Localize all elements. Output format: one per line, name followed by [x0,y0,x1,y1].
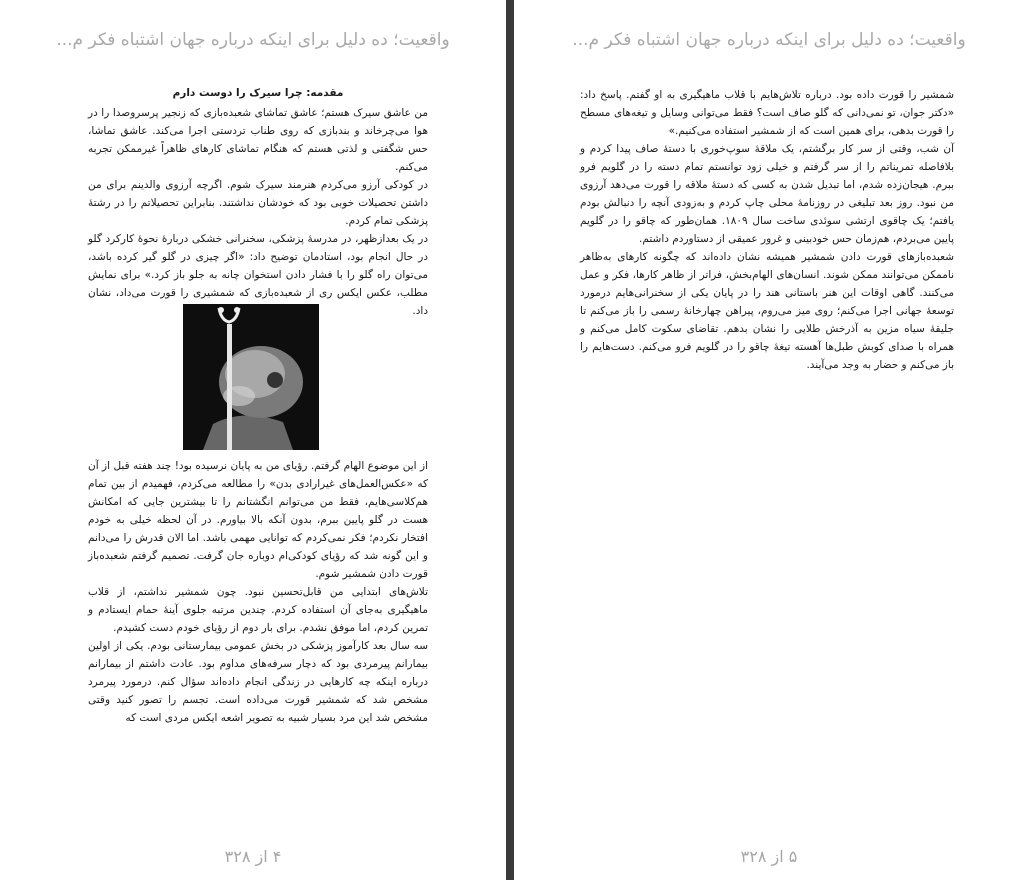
paragraph: سه سال بعد کارآموز پزشکی در بخش عمومی بیمارستانی بودم. یکی از اولین بیمارانم پیرمردی بود که دچار سرفه‌های مداوم بود. عادت داشتم از بیمارانم درباره اینکه چه کارهایی در زندگی انجام داده‌اند سؤال کنم. درمورد پیرمرد مشخص شد که شمشیر قورت می‌داده است. تجسم را تصور کنید وقتی مشخص شد این مرد بسیار شبیه به تصویر اشعه ایکس مردی است که [88,640,428,724]
paragraph: آن شب، وقتی از سر کار برگشتم، یک ملاقهٔ سوپ‌خوری با دستهٔ صاف پیدا کردم و بلافاصله تمریناتم را از سر گرفتم و خیلی زود توانستم تمام دسته را در گلویم فرو ببرم. هیجان‌زده شدم، اما تبدیل شدن به کسی که دستهٔ ملاقه را قورت می‌دهد آرزوی من نبود. روز بعد تبلیغی در روزنامهٔ محلی چاپ کردم و به‌زودی آنچه را دنبالش بودم یافتم؛ یک چاقوی ارتشی سوئدی ساخت سال ۱۸۰۹. همان‌طور که چاقو را در گلویم پایین می‌بردم، هم‌زمان حس خودبینی و غرور عمیقی از دستاوردم داشتم. [580,143,955,245]
text-block-top [88,84,428,320]
text-block-bottom [88,457,428,727]
paragraph: در کودکی آرزو می‌کردم هنرمند سیرک شوم. اگرچه آرزوی والدینم برای من داشتن تحصیلات خوبی بود که خودشان نداشتند. بنابراین تحصیلاتم را در رشتهٔ پزشکی تمام کردم. [88,179,428,227]
paragraph: شعبده‌بازهای قورت دادن شمشیر همیشه نشان داده‌اند که چگونه کارهای به‌ظاهر ناممکن می‌توانند ممکن شوند. انسان‌های الهام‌بخش، فراتر از ظاهر کارها، فکر و عمل می‌کنند. گاهی اوقات این هنر باستانی هند را در پایان یکی از سخنرانی‌هایم درمورد توسعهٔ جهانی اجرا می‌کنم؛ روی میز می‌روم، پیراهن چهارخانهٔ رسمی را باز می‌کنم تا جلیقهٔ سیاه مزین به آذرخش طلایی را نشان بدهم. تقاضای سکوت کامل می‌کنم و همراه با صدای کوبش طبل‌ها آهسته تیغهٔ چاقو را در گلویم فرو می‌کنم. دست‌هایم را باز می‌کنم و حضار به وجد می‌آیند. [580,251,954,371]
paragraph: در یک بعدازظهر، در مدرسهٔ پزشکی، سخنرانی خشکی دربارهٔ نحوهٔ کارکرد گلو در حال انجام بود، استادمان توضیح داد: «اگر چیزی در گلو گیر کرده باشد، می‌توان راه گلو را با فشار دادن استخوان چانه به جلو باز کرد.» برای نمایش مطلب، عکس ایکس ری از شعبده‌بازی که شمشیری را قورت می‌داد، نشان داد. [88,233,428,317]
paragraph: از این موضوع الهام گرفتم. رؤیای من به پایان نرسیده بود! چند هفته قبل از آن که «عکس‌العمل‌های غیرارادی بدن» را مطالعه می‌کردم، فهمیدم از بین تمام هم‌کلاسی‌هایم، فقط من می‌توانم انگشتانم را تا بیشترین جایی که امکانش هست در گلو پایین ببرم، بدون آنکه بالا بیاورم. در آن لحظه خیلی به خودم افتخار نکردم؛ فکر نمی‌کردم که توانایی مهمی باشد. اما الان قدرش را می‌دانم و این گونه شد که رؤیای کودکی‌ام دوباره جان گرفت. تصمیم گرفتم شعبده‌باز قورت دادن شمشیر شوم. [88,460,428,580]
paragraph: تلاش‌های ابتدایی من قابل‌تحسین نبود. چون شمشیر نداشتم، از قلاب ماهیگیری به‌جای آن استفاده کردم. چندین مرتبه جلوی آینهٔ حمام ایستادم و تمرین کردم، اما موفق نشدم. برای بار دوم از رؤیای خودم دست کشیدم. [88,586,428,634]
text-block [580,86,954,374]
left-page[interactable] [0,0,506,880]
xray-image [183,304,319,450]
page-number: ۵ از ۳۲۸ [740,847,798,866]
running-head: واقعیت؛ ده دلیل برای اینکه درباره جهان اشتباه فکر م... [572,30,966,50]
page-number: ۴ از ۳۲۸ [224,847,282,866]
paragraph: من عاشق سیرک هستم؛ عاشق تماشای شعبده‌بازی که زنجیر پرسروصدا را در هوا می‌چرخاند و بندبازی که روی طناب تردستی اجرا می‌کند. عاشق تماشا، حس شگفتی و لذتی هستم که هنگام تماشای کارهای ظاهراً غیرممکن تجربه می‌کنم. [88,107,428,173]
running-head: واقعیت؛ ده دلیل برای اینکه درباره جهان اشتباه فکر م... [56,30,450,50]
paragraph: شمشیر را قورت داده بود. درباره تلاش‌هایم با قلاب ماهیگیری به او گفتم. پاسخ داد: «دکتر جوان، تو نمی‌دانی که گلو صاف است؟ فقط می‌توانی وسایل و تیغه‌های مسطح را قورت بدهی، برای همین است که از شمشیر استفاده می‌کنیم.» [580,89,954,137]
section-heading: مقدمه: چرا سیرک را دوست دارم [172,87,344,99]
right-page[interactable] [514,0,1024,880]
